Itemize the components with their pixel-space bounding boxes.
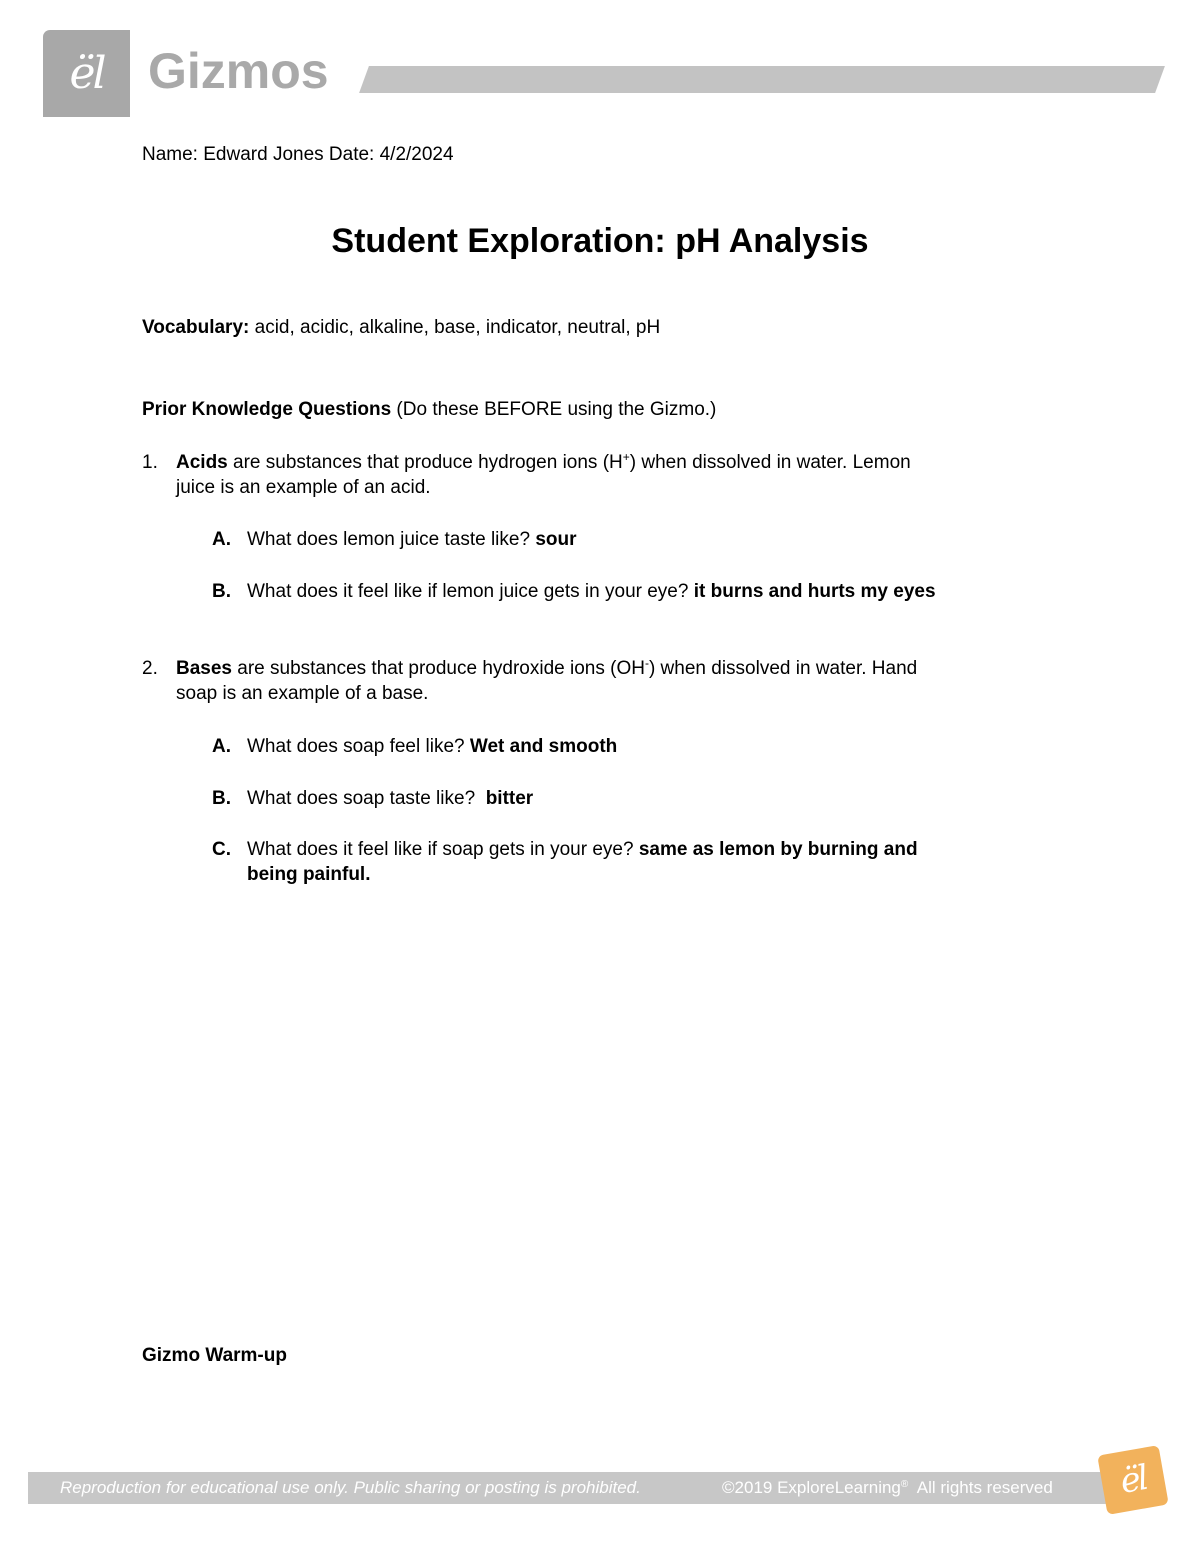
copyright-year: 2019 <box>734 1478 773 1497</box>
prior-knowledge-label: Prior Knowledge Questions <box>142 399 392 420</box>
q2b-question: What does soap taste like? <box>247 788 486 809</box>
q1-text-a: are substances that produce hydrogen ions (H <box>227 452 623 473</box>
prior-knowledge-note: (Do these BEFORE using the Gizmo.) <box>391 399 717 420</box>
q2c-question: What does it feel like if soap gets in your eye? <box>247 839 639 860</box>
footer-notice: Reproduction for educational use only. Public sharing or posting is prohibited. <box>60 1478 641 1497</box>
q2-superscript: - <box>644 656 649 670</box>
registered-mark: ® <box>900 1479 909 1490</box>
explorelearning-badge-icon: ël <box>1097 1445 1168 1515</box>
q1b-letter: B. <box>212 581 231 602</box>
q2-text-b: ) when dissolved in water. Hand <box>648 658 918 679</box>
q2a-letter: A. <box>212 736 231 757</box>
q1b-question: What does it feel like if lemon juice gets in your eye? <box>247 581 694 602</box>
footer-copyright <box>722 1478 1053 1498</box>
q1-text <box>176 450 911 475</box>
q1b-line <box>247 579 936 604</box>
copyright-company: ExploreLearning <box>772 1478 901 1497</box>
q2b-line <box>247 786 533 811</box>
logo-mark-icon: ël <box>69 47 104 99</box>
q2-number: 2. <box>142 658 158 679</box>
q1-number: 1. <box>142 452 158 473</box>
q2c-line <box>247 837 918 862</box>
q2c-answer-line2: being painful. <box>247 864 371 885</box>
prior-knowledge-heading <box>142 397 716 422</box>
header-decor-bar <box>359 66 1165 93</box>
q1b-answer: it burns and hurts my eyes <box>693 581 936 602</box>
q2a-question: What does soap feel like? <box>247 736 470 757</box>
q1-text-b: ) when dissolved in water. Lemon <box>629 452 911 473</box>
brand-title: Gizmos <box>148 43 329 99</box>
q1-term: Acids <box>176 452 228 473</box>
q2c-answer: same as lemon by burning and <box>638 839 918 860</box>
vocabulary-terms: acid, acidic, alkaline, base, indicator, neutral, pH <box>249 317 661 338</box>
copyright-rights: All rights reserved <box>908 1478 1053 1497</box>
q2c-letter: C. <box>212 839 231 860</box>
page-title: Student Exploration: pH Analysis <box>331 222 869 260</box>
q1-superscript: + <box>622 450 630 464</box>
q1a-line <box>247 527 577 552</box>
q2a-answer: Wet and smooth <box>469 736 618 757</box>
q2-term: Bases <box>176 658 232 679</box>
q2b-answer: bitter <box>485 788 534 809</box>
q1a-answer: sour <box>535 529 577 550</box>
q2a-line <box>247 734 617 759</box>
q2-text-line2: soap is an example of a base. <box>176 683 429 704</box>
vocabulary-label: Vocabulary: <box>142 317 250 338</box>
q1a-letter: A. <box>212 529 231 550</box>
name-date-line: Name: Edward Jones Date: 4/2/2024 <box>142 144 454 165</box>
q1a-question: What does lemon juice taste like? <box>247 529 536 550</box>
vocabulary-line <box>142 315 660 340</box>
explorelearning-logo <box>43 30 130 117</box>
q2-text <box>176 656 917 681</box>
warmup-heading: Gizmo Warm-up <box>142 1345 287 1366</box>
q1-text-line2: juice is an example of an acid. <box>176 477 431 498</box>
copyright-symbol: © <box>722 1478 735 1497</box>
q2b-letter: B. <box>212 788 231 809</box>
q2-text-a: are substances that produce hydroxide ions (OH <box>232 658 645 679</box>
